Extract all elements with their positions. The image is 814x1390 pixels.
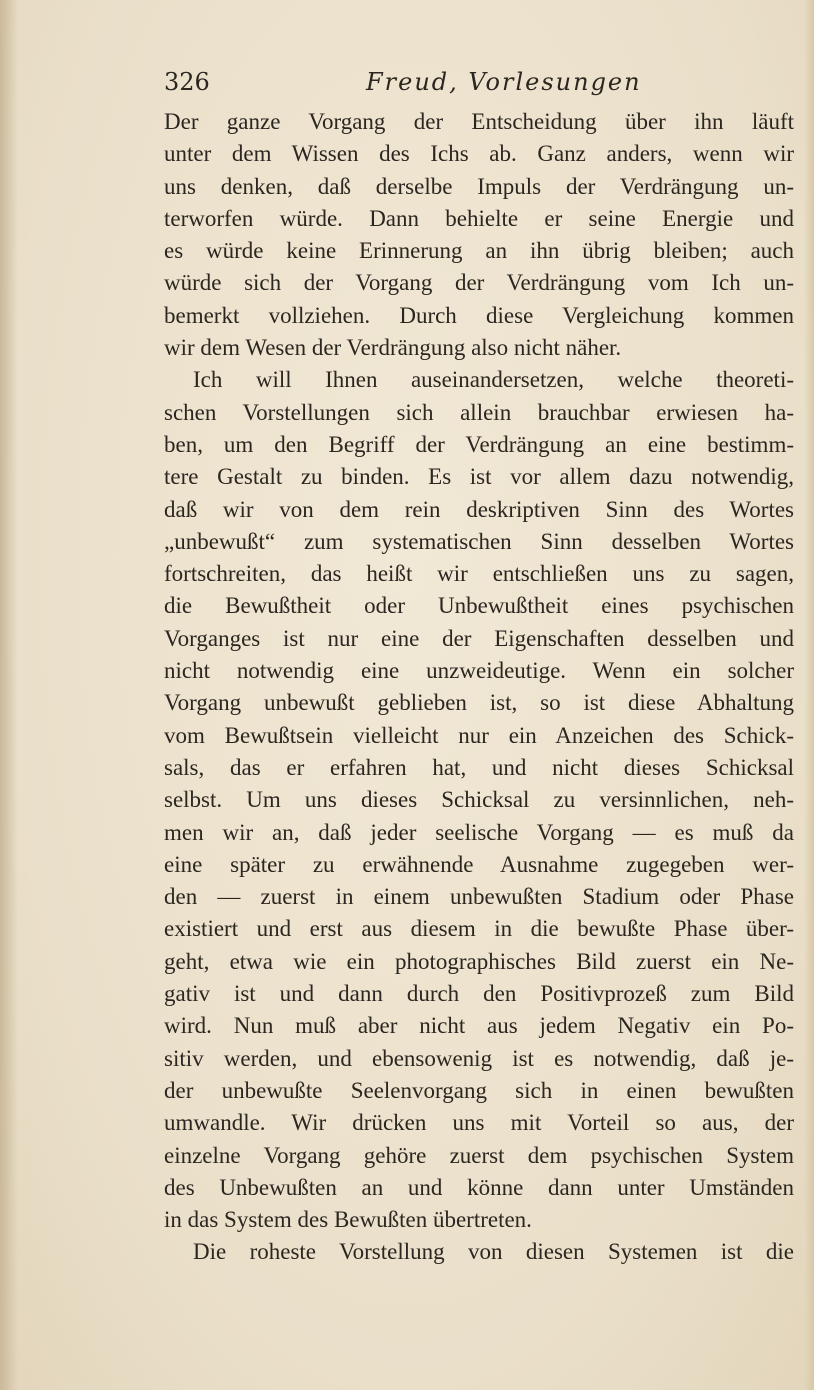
text-line: nicht notwendig eine unzweideutige. Wenn ein solcher xyxy=(164,658,794,684)
text-line: eine später zu erwähnende Ausnahme zugegeben wer- xyxy=(164,851,794,877)
text-line: Vorganges ist nur eine der Eigenschaften desselben und xyxy=(164,625,794,651)
text-line: sals, das er erfahren hat, und nicht dieses Schicksal xyxy=(164,754,794,780)
text-line: einzelne Vorgang gehöre zuerst dem psychischen System xyxy=(164,1142,794,1168)
text-line: daß wir von dem rein deskriptiven Sinn des Wortes xyxy=(164,496,794,522)
text-line: tere Gestalt zu binden. Es ist vor allem dazu notwendig, xyxy=(164,464,794,490)
text-line: sitiv werden, und ebensowenig ist es notwendig, daß je- xyxy=(164,1045,794,1071)
text-line: es würde keine Erinnerung an ihn übrig bleiben; auch xyxy=(164,238,794,264)
page-right-edge xyxy=(804,0,814,1390)
text-line: umwandle. Wir drücken uns mit Vorteil so aus, der xyxy=(164,1110,794,1136)
page-gutter-shadow xyxy=(0,0,18,1390)
text-line: Vorgang unbewußt geblieben ist, so ist diese Abhaltung xyxy=(164,690,794,716)
text-line: vom Bewußtsein vielleicht nur ein Anzeichen des Schick- xyxy=(164,722,794,748)
text-line: unter dem Wissen des Ichs ab. Ganz anders, wenn wir xyxy=(164,141,794,167)
text-line: bemerkt vollziehen. Durch diese Vergleichung kommen xyxy=(164,302,794,328)
text-line: wir dem Wesen der Verdrängung also nicht näher. xyxy=(164,335,622,361)
text-line: wird. Nun muß aber nicht aus jedem Negativ ein Po- xyxy=(164,1013,794,1039)
page-header xyxy=(164,68,784,100)
text-line: „unbewußt“ zum systematischen Sinn desselben Wortes xyxy=(164,528,794,554)
page-number: 326 xyxy=(164,68,210,96)
text-line: geht, etwa wie ein photographisches Bild zuerst ein Ne- xyxy=(164,948,794,974)
text-line: gativ ist und dann durch den Positivprozeß zum Bild xyxy=(164,981,794,1007)
text-line: existiert und erst aus diesem in die bewußte Phase über- xyxy=(164,916,794,942)
text-line: terworfen würde. Dann behielte er seine Energie und xyxy=(164,205,794,231)
running-title: Freud, Vorlesungen xyxy=(366,68,642,96)
text-line: Die roheste Vorstellung von diesen Systemen ist die xyxy=(193,1239,794,1265)
text-line: würde sich der Vorgang der Verdrängung vom Ich un- xyxy=(164,270,794,296)
text-line: der unbewußte Seelenvorgang sich in einen bewußten xyxy=(164,1077,794,1103)
text-line: ben, um den Begriff der Verdrängung an eine bestimm- xyxy=(164,431,794,457)
text-line: in das System des Bewußten übertreten. xyxy=(164,1207,532,1233)
text-line: men wir an, daß jeder seelische Vorgang — es muß da xyxy=(164,819,794,845)
text-line: Der ganze Vorgang der Entscheidung über ihn läuft xyxy=(164,109,794,134)
text-line: schen Vorstellungen sich allein brauchbar erwiesen ha- xyxy=(164,399,794,425)
text-line: uns denken, daß derselbe Impuls der Verdrängung un- xyxy=(164,173,794,199)
text-line: die Bewußtheit oder Unbewußtheit eines psychischen xyxy=(164,593,794,619)
body-text xyxy=(164,106,794,1269)
text-line: den — zuerst in einem unbewußten Stadium oder Phase xyxy=(164,884,794,910)
text-line: fortschreiten, das heißt wir entschließen uns zu sagen, xyxy=(164,561,794,587)
text-line: des Unbewußten an und könne dann unter Umständen xyxy=(164,1174,794,1200)
text-line: Ich will Ihnen auseinandersetzen, welche theoreti- xyxy=(193,367,794,393)
text-line: selbst. Um uns dieses Schicksal zu versinnlichen, neh- xyxy=(164,787,794,813)
